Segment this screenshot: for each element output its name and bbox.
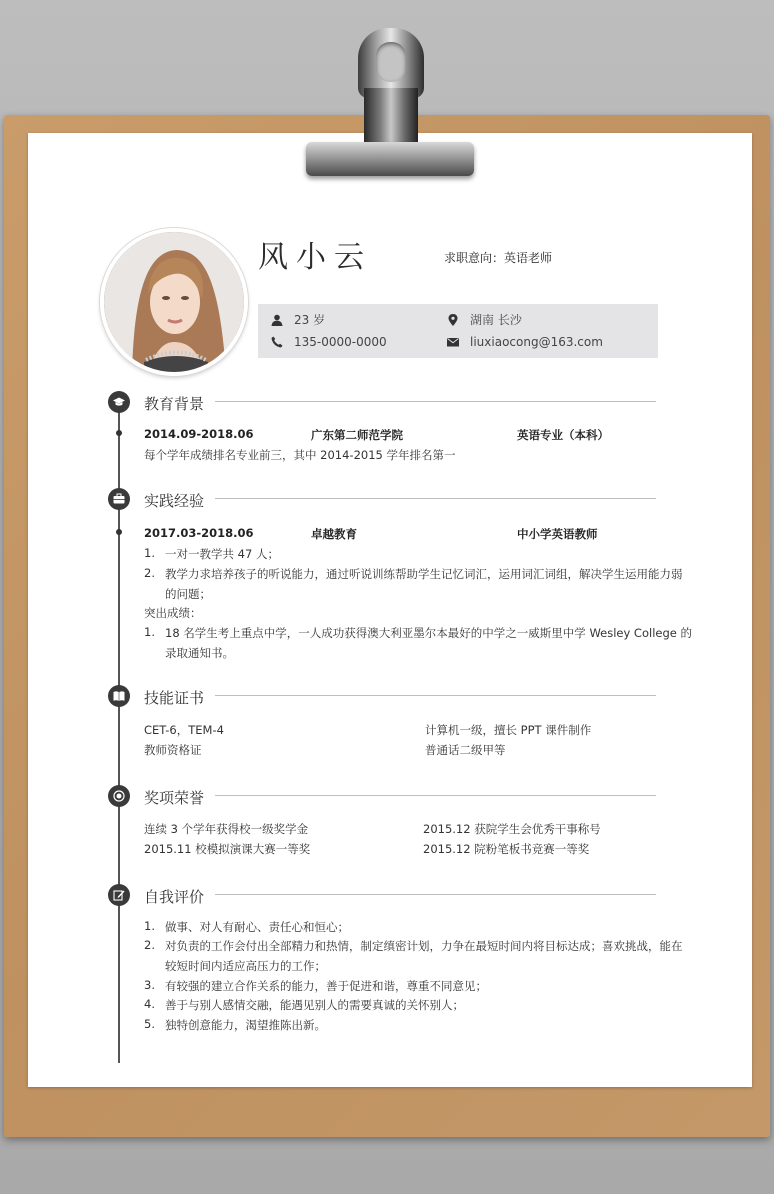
list-item-number: 5.	[144, 1017, 155, 1031]
skill-item: 普通话二级甲等	[425, 743, 506, 757]
email-info	[446, 335, 603, 349]
list-item-number: 4.	[144, 997, 155, 1011]
list-item: 有较强的建立合作关系的能力，善于促进和谐，尊重不同意见；	[165, 979, 487, 993]
avatar	[100, 228, 248, 376]
section-title-practice: 实践经验	[144, 492, 205, 510]
map-pin-icon	[446, 313, 460, 327]
age-info	[270, 311, 325, 328]
phone-icon	[270, 335, 284, 349]
list-item: 做事、对人有耐心、责任心和恒心；	[165, 920, 349, 934]
list-item-number: 1.	[144, 546, 155, 560]
list-item: 善于与别人感情交融，能遇见别人的需要真诚的关怀别人；	[165, 998, 464, 1012]
section-divider	[215, 498, 656, 499]
education-major: 英语专业（本科）	[517, 428, 609, 442]
skill-item: CET-6，TEM-4	[144, 723, 224, 737]
practice-role: 中小学英语教师	[517, 527, 598, 541]
section-title-awards: 奖项荣誉	[144, 789, 205, 807]
section-divider	[215, 894, 656, 895]
section-divider	[215, 795, 656, 796]
location-info	[446, 311, 522, 328]
list-item-continuation: 的问题；	[165, 587, 211, 601]
section-title-self-eval: 自我评价	[144, 888, 205, 906]
graduation-cap-icon	[108, 391, 130, 413]
phone-info	[270, 335, 387, 349]
education-note: 每个学年成绩排名专业前三，其中 2014-2015 学年排名第一	[144, 448, 456, 462]
list-item: 一对一教学共 47 人；	[165, 547, 279, 561]
book-icon	[108, 685, 130, 707]
list-item: 独特创意能力，渴望推陈出新。	[165, 1018, 326, 1032]
list-item-number: 2.	[144, 566, 155, 580]
skill-item: 计算机一级，擅长 PPT 课件制作	[425, 723, 592, 737]
list-item-number: 1.	[144, 919, 155, 933]
list-item: 18 名学生考上重点中学，一人成功获得澳大利亚墨尔本最好的中学之一威斯里中学 Wesley College 的	[165, 626, 692, 640]
practice-period: 2017.03-2018.06	[144, 526, 254, 540]
list-item-continuation: 录取通知书。	[165, 646, 234, 660]
binder-clip-icon	[300, 22, 480, 182]
section-title-education: 教育背景	[144, 395, 205, 413]
candidate-name: 风小云	[258, 240, 372, 275]
medal-icon	[108, 785, 130, 807]
award-item: 2015.11 校模拟演课大赛一等奖	[144, 842, 311, 856]
award-item: 连续 3 个学年获得校一级奖学金	[144, 822, 309, 836]
skill-item: 教师资格证	[144, 743, 202, 757]
list-item-number: 1.	[144, 625, 155, 639]
timeline-dot	[116, 430, 122, 436]
location-text: 湖南 长沙	[470, 313, 522, 327]
section-title-skills: 技能证书	[144, 689, 205, 707]
highlight-label: 突出成绩：	[144, 606, 202, 620]
age-text: 23 岁	[294, 313, 326, 327]
list-item-number: 2.	[144, 938, 155, 952]
list-item: 对负责的工作会付出全部精力和热情，制定缜密计划，力争在最短时间内将目标达成；喜欢挑战，能在	[165, 939, 683, 953]
user-icon	[270, 313, 284, 327]
education-school: 广东第二师范学院	[311, 428, 403, 442]
job-intent: 求职意向：英语老师	[444, 251, 553, 265]
timeline-dot	[116, 529, 122, 535]
list-item-number: 3.	[144, 978, 155, 992]
section-divider	[215, 401, 656, 402]
briefcase-icon	[108, 488, 130, 510]
education-period: 2014.09-2018.06	[144, 427, 254, 441]
edit-icon	[108, 884, 130, 906]
list-item: 教学力求培养孩子的听说能力，通过听说训练帮助学生记忆词汇，运用词汇词组，解决学生运用能力弱	[165, 567, 683, 581]
section-divider	[215, 695, 656, 696]
email-text: liuxiaocong@163.com	[470, 335, 603, 349]
award-item: 2015.12 获院学生会优秀干事称号	[423, 822, 601, 836]
award-item: 2015.12 院粉笔板书竞赛一等奖	[423, 842, 590, 856]
practice-org: 卓越教育	[311, 527, 357, 541]
list-item-continuation: 较短时间内适应高压力的工作；	[165, 959, 326, 973]
phone-text: 135-0000-0000	[294, 335, 387, 349]
envelope-icon	[446, 335, 460, 349]
